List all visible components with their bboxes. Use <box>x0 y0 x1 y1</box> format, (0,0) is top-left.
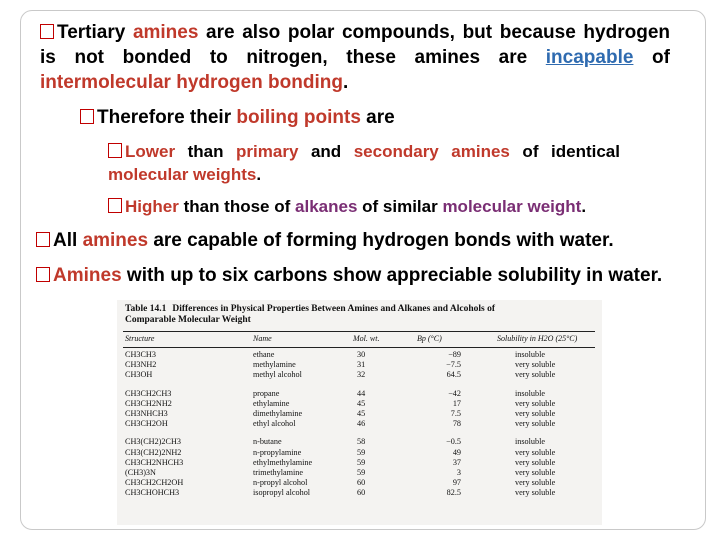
text-run: than those of <box>178 197 296 216</box>
cell-bp: −89 <box>448 350 461 359</box>
cell-solubility: very soluble <box>515 408 556 418</box>
cell-solubility: very soluble <box>515 457 556 467</box>
cell-structure: CH3CH3 <box>125 350 156 359</box>
cell-mol-wt: 60 <box>357 488 366 498</box>
table-rule <box>123 347 595 348</box>
table-row <box>117 360 602 370</box>
cell-name: dimethylamine <box>253 408 303 418</box>
cell-solubility: very soluble <box>515 447 556 457</box>
paragraph-tertiary-amines <box>40 20 670 95</box>
cell-solubility: insoluble <box>515 388 546 398</box>
cell-mol-wt: 45 <box>357 408 366 418</box>
keyword-hydrogen-bonding: intermolecular hydrogen bonding <box>40 72 343 93</box>
table-header-solubility: Solubility in H2O (25°C) <box>497 334 578 343</box>
cell-bp: 37 <box>452 457 461 467</box>
text-run: . <box>581 197 587 216</box>
cell-name: trimethylamine <box>253 467 304 477</box>
table-row <box>117 419 602 429</box>
text-run: All <box>53 230 83 251</box>
cell-structure: CH3(CH2)2CH3 <box>125 437 181 447</box>
cell-name: isopropyl alcohol <box>253 488 311 498</box>
cell-solubility: insoluble <box>515 437 546 447</box>
table-row <box>117 488 602 498</box>
cell-solubility: very soluble <box>515 488 556 498</box>
text-run: of identical <box>509 142 620 161</box>
cell-name: methylamine <box>253 360 296 370</box>
cell-bp: −7.5 <box>446 360 461 370</box>
table-body <box>117 350 602 498</box>
keyword-amines: Amines <box>53 265 122 286</box>
keyword-amines: amines <box>132 22 199 43</box>
text-run: than <box>175 142 237 161</box>
table-row <box>117 437 602 447</box>
cell-solubility: very soluble <box>515 467 556 477</box>
cell-mol-wt: 58 <box>357 437 366 447</box>
cell-structure: CH3CH2OH <box>125 419 168 429</box>
cell-solubility: insoluble <box>515 350 546 359</box>
cell-solubility: very soluble <box>515 419 556 429</box>
table-title: Comparable Molecular Weight <box>125 315 251 325</box>
cell-name: ethylmethylamine <box>253 457 313 467</box>
cell-solubility: very soluble <box>515 398 556 408</box>
cell-mol-wt: 31 <box>357 360 366 370</box>
keyword-molecular-weights: molecular weights <box>108 165 257 184</box>
paragraph-lower <box>108 140 620 186</box>
cell-solubility: very soluble <box>515 370 556 380</box>
paragraph-boiling-points <box>80 107 670 129</box>
text-run: and <box>298 142 354 161</box>
table-row <box>117 409 602 419</box>
cell-bp: 78 <box>452 419 461 429</box>
cell-mol-wt: 59 <box>357 447 366 457</box>
properties-table <box>117 300 602 525</box>
keyword-primary: primary <box>236 142 299 161</box>
cell-mol-wt: 46 <box>357 419 366 429</box>
table-row <box>117 448 602 458</box>
cell-bp: 97 <box>452 478 461 488</box>
table-caption <box>125 304 495 326</box>
square-bullet-icon <box>108 198 122 213</box>
cell-structure: CH3OH <box>125 370 153 380</box>
cell-bp: −0.5 <box>446 437 461 447</box>
cell-name: n-butane <box>253 437 282 447</box>
table-row <box>117 370 602 380</box>
paragraph-all-amines <box>36 230 686 251</box>
cell-bp: 17 <box>452 398 461 408</box>
cell-name: n-propyl alcohol <box>253 478 308 488</box>
square-bullet-icon <box>108 143 122 158</box>
cell-mol-wt: 45 <box>357 398 366 408</box>
keyword-amines: amines <box>82 230 149 251</box>
text-run: . <box>342 72 349 93</box>
keyword-molecular-weight: molecular weight <box>442 197 582 216</box>
cell-mol-wt: 44 <box>357 388 366 398</box>
square-bullet-icon <box>36 267 50 282</box>
cell-structure: (CH3)3N <box>125 467 156 477</box>
square-bullet-icon <box>80 109 94 124</box>
cell-structure: CH3NHCH3 <box>125 408 168 418</box>
text-run: Tertiary <box>57 22 133 43</box>
table-number: Table 14.1 <box>125 304 167 314</box>
table-header-bp: Bp (°C) <box>417 334 442 343</box>
text-run: Therefore their <box>97 107 237 128</box>
cell-name: ethyl alcohol <box>253 419 296 429</box>
cell-structure: CH3(CH2)2NH2 <box>125 447 182 457</box>
cell-structure: CH3CH2CH3 <box>125 388 172 398</box>
text-run: of <box>633 47 670 68</box>
table-header-name: Name <box>253 334 272 343</box>
cell-bp: 7.5 <box>450 408 461 418</box>
square-bullet-icon <box>40 24 54 39</box>
table-row <box>117 478 602 488</box>
cell-structure: CH3NH2 <box>125 360 157 370</box>
paragraph-higher <box>108 195 620 218</box>
cell-mol-wt: 60 <box>357 478 366 488</box>
cell-solubility: very soluble <box>515 360 556 370</box>
cell-mol-wt: 32 <box>357 370 366 380</box>
text-run: with up to six carbons show appreciable solubility in water. <box>121 265 663 286</box>
keyword-boiling-points: boiling points <box>236 107 361 128</box>
cell-solubility: very soluble <box>515 478 556 488</box>
text-run: are capable of forming hydrogen bonds with water. <box>148 230 614 251</box>
table-title: Differences in Physical Properties Between Amines and Alkanes and Alcohols of <box>172 304 496 314</box>
text-run: are also polar compounds, but because hydrogen is not bonded to nitrogen, these amines are <box>40 22 670 68</box>
cell-name: methyl alcohol <box>253 370 302 380</box>
table-row <box>117 458 602 468</box>
table-header-structure: Structure <box>125 334 155 343</box>
square-bullet-icon <box>36 232 50 247</box>
cell-structure: CH3CHOHCH3 <box>125 488 180 498</box>
table-rule <box>123 331 595 332</box>
table-row <box>117 399 602 409</box>
keyword-higher: Higher <box>125 197 179 216</box>
cell-name: propane <box>253 388 280 398</box>
cell-bp: 3 <box>456 467 461 477</box>
text-run: . <box>256 165 262 184</box>
cell-name: ethane <box>253 350 275 359</box>
cell-structure: CH3CH2NH2 <box>125 398 172 408</box>
table-row <box>117 389 602 399</box>
keyword-incapable: incapable <box>545 47 634 68</box>
table-row <box>117 468 602 478</box>
cell-structure: CH3CH2NHCH3 <box>125 457 184 467</box>
cell-bp: 49 <box>452 447 461 457</box>
cell-name: ethylamine <box>253 398 290 408</box>
cell-bp: 82.5 <box>446 488 461 498</box>
text-run: of similar <box>357 197 443 216</box>
cell-bp: −42 <box>448 388 461 398</box>
keyword-alkanes: alkanes <box>295 197 358 216</box>
cell-structure: CH3CH2CH2OH <box>125 478 184 488</box>
cell-mol-wt: 59 <box>357 457 366 467</box>
text-run: are <box>360 107 395 128</box>
cell-name: n-propylamine <box>253 447 302 457</box>
table-row <box>117 350 602 360</box>
cell-bp: 64.5 <box>446 370 461 380</box>
keyword-secondary-amines: secondary amines <box>353 142 510 161</box>
keyword-lower: Lower <box>125 142 176 161</box>
table-header-mol-wt: Mol. wt. <box>353 334 380 343</box>
cell-mol-wt: 59 <box>357 467 366 477</box>
paragraph-solubility <box>36 265 686 286</box>
cell-mol-wt: 30 <box>357 350 366 359</box>
